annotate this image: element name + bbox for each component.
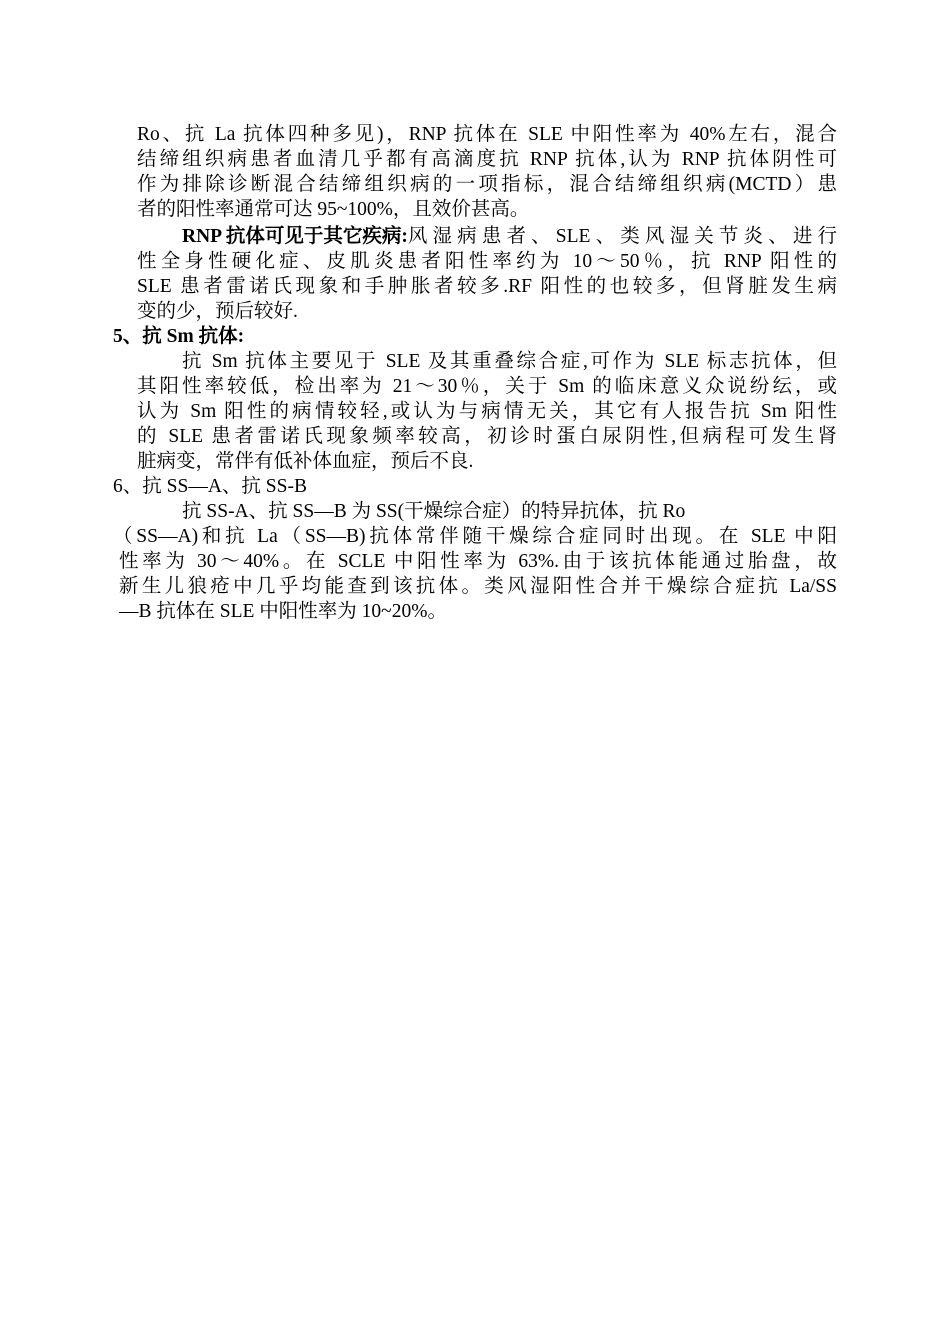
paragraph-line: （SS—A)和抗 La（SS—B)抗体常伴随干燥综合症同时出现。在 SLE 中阳 (113, 526, 837, 547)
paragraph-line: 结缔组织病患者血清几乎都有高滴度抗 RNP 抗体,认为 RNP 抗体阴性可 (137, 149, 837, 170)
paragraph-line: 脏病变，常伴有低补体血症，预后不良. (137, 451, 474, 472)
paragraph-line: 变的少，预后较好. (137, 301, 298, 322)
paragraph-line: —B 抗体在 SLE 中阳性率为 10~20%。 (119, 601, 447, 622)
paragraph-line: 作为排除诊断混合结缔组织病的一项指标，混合结缔组织病(MCTD）患 (137, 174, 837, 195)
paragraph-line: 认为 Sm 阳性的病情较轻,或认为与病情无关，其它有人报告抗 Sm 阳性 (137, 401, 837, 422)
paragraph-line: 者的阳性率通常可达 95~100%，且效价甚高。 (137, 199, 530, 220)
paragraph-line: 性率为 30～40%。在 SCLE 中阳性率为 63%.由于该抗体能通过胎盘，故 (119, 551, 837, 572)
paragraph-lead-heading: RNP 抗体可见于其它疾病: (182, 226, 408, 247)
paragraph-first-line (182, 225, 837, 249)
paragraph-line: 新生儿狼疮中几乎均能查到该抗体。类风湿阳性合并干燥综合症抗 La/SS (119, 576, 837, 597)
section-heading-sm-antibody: 5、抗 Sm 抗体: (113, 326, 245, 347)
paragraph-line: SLE 患者雷诺氏现象和手肿胀者较多.RF 阳性的也较多，但肾脏发生病 (137, 276, 837, 297)
paragraph-line: 抗 SS-A、抗 SS—B 为 SS(干燥综合症）的特异抗体，抗 Ro (182, 501, 686, 522)
section-heading-ss-antibodies: 6、抗 SS—A、抗 SS-B (113, 476, 307, 497)
paragraph-line: 的 SLE 患者雷诺氏现象频率较高，初诊时蛋白尿阴性,但病程可发生肾 (137, 426, 837, 447)
paragraph-line: 性全身性硬化症、皮肌炎患者阳性率约为 10～50％，抗 RNP 阳性的 (137, 251, 837, 272)
paragraph-line: 抗 Sm 抗体主要见于 SLE 及其重叠综合症,可作为 SLE 标志抗体，但 (182, 351, 837, 372)
paragraph-lead-text: 风湿病患者、SLE、类风湿关节炎、进行 (407, 226, 837, 247)
paragraph-line: Ro、抗 La 抗体四种多见)，RNP 抗体在 SLE 中阳性率为 40%左右，混合 (137, 124, 837, 145)
paragraph-line: 其阳性率较低，检出率为 21～30％，关于 Sm 的临床意义众说纷纭，或 (137, 376, 837, 397)
